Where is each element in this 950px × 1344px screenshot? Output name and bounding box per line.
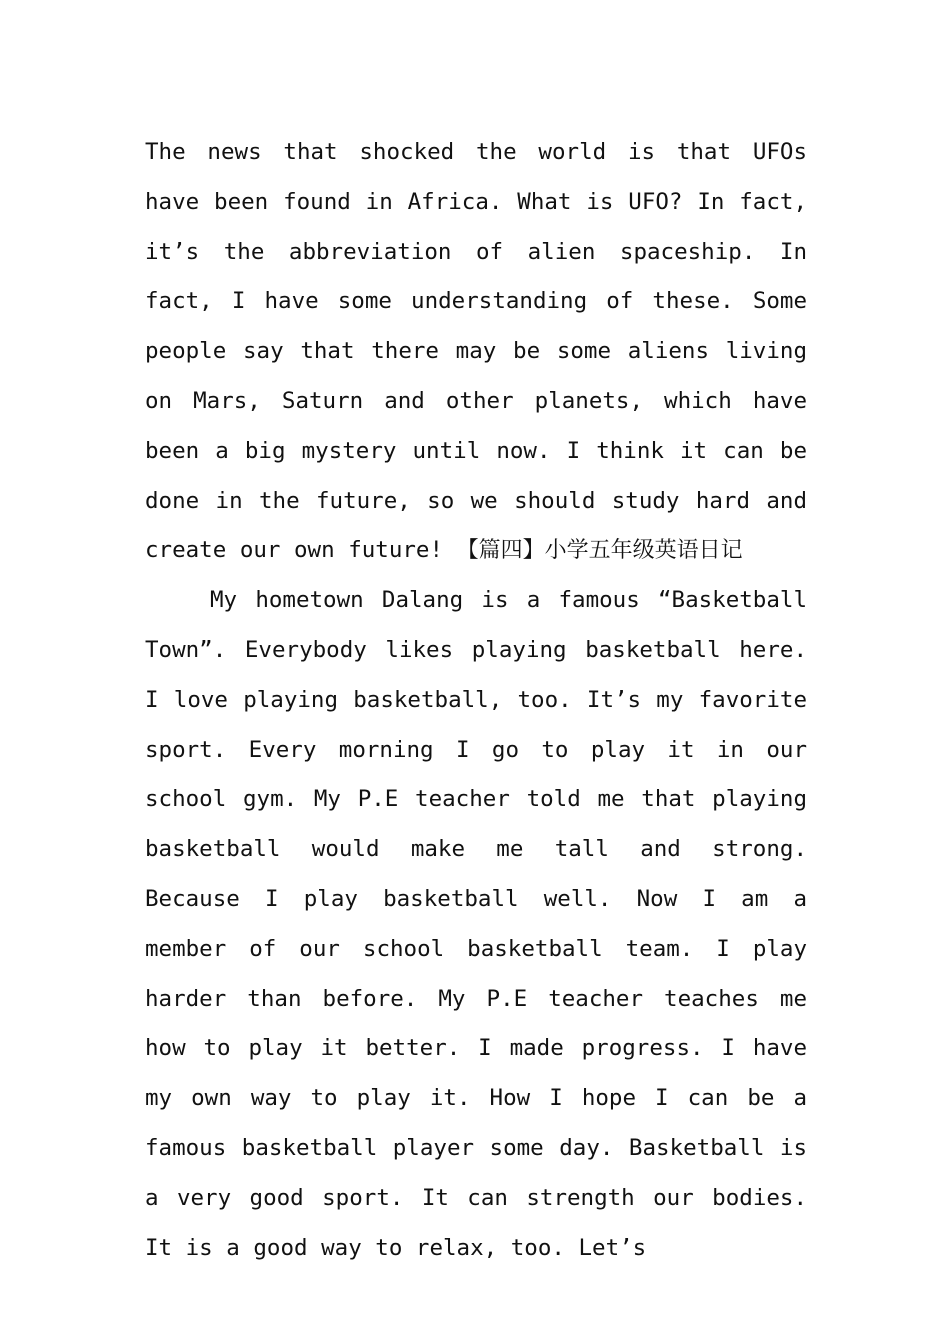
ufo-paragraph-text: The news that shocked the world is that UFOs have been found in Africa. What is UFO? In fact, it’s the abbreviation of alien spaceship. In fact, I have some understanding of these. Some people say that there may be some aliens living on Mars, Saturn and other planets, which have been a big mystery until now. I think it can be done in the future, so we should study hard and create our own future! [145,139,807,564]
ufo-paragraph [145,128,807,576]
document-body [145,128,807,1273]
basketball-paragraph: My hometown Dalang is a famous “Basketball Town”. Everybody likes playing basketball here. I love playing basketball, too. It’s my favorite sport. Every morning I go to play it in our school gym. My P.E teacher told me that playing basketball would make me tall and strong. Because I play basketball well. Now I am a member of our school basketball team. I play harder than before. My P.E teacher teaches me how to play it better. I made progress. I have my own way to play it. How I hope I can be a famous basketball player some day. Basketball is a very good sport. It can strength our bodies. It is a good way to relax, too. Let’s [145,587,807,1261]
section-heading: 【篇四】小学五年级英语日记 [456,538,743,564]
